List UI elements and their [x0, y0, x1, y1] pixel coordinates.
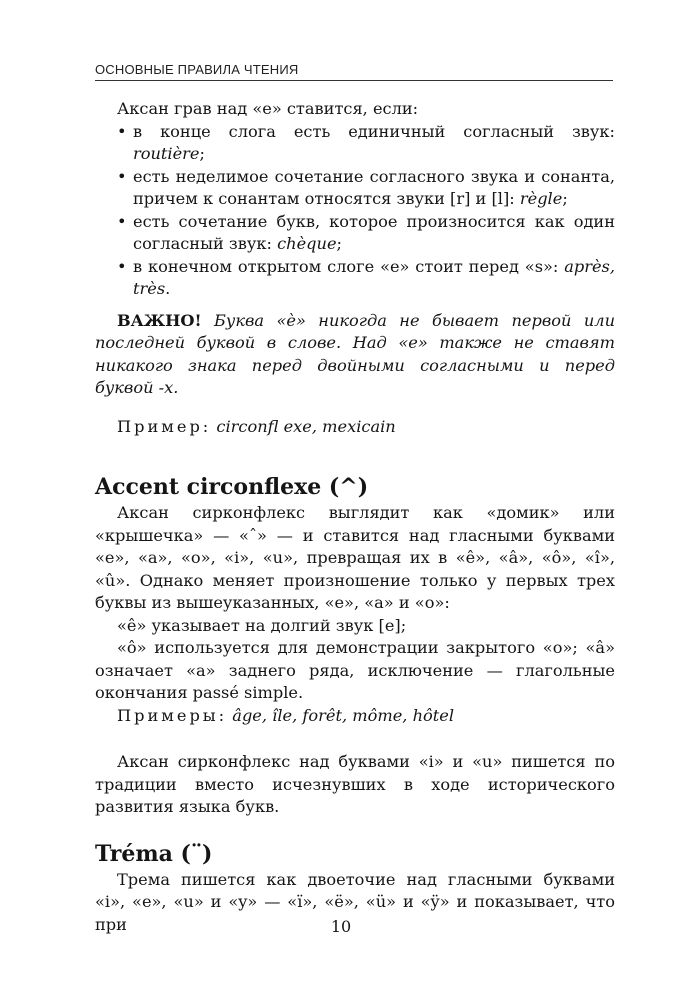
list-item-end: .	[165, 279, 171, 298]
grave-example	[95, 416, 615, 439]
circonflexe-example	[95, 705, 615, 728]
circonflexe-paragraph: «ô» используется для демонстрации закрытого «o»; «â» означает «a» заднего ряда, исключение — глагольные окончания passé simple.	[95, 638, 615, 703]
spacer	[95, 727, 615, 751]
page-body	[95, 98, 615, 936]
important-note	[95, 310, 615, 400]
bullet-icon: •	[117, 166, 127, 186]
running-header: ОСНОВНЫЕ ПРАВИЛА ЧТЕНИЯ	[95, 62, 613, 81]
bullet-icon: •	[117, 256, 127, 276]
list-item-example: chèque	[277, 234, 337, 253]
list-item-example: règle	[519, 189, 563, 208]
bullet-icon: •	[117, 121, 127, 141]
list-item	[95, 121, 615, 166]
grave-intro: Аксан грав над «e» ставится, если:	[117, 99, 419, 118]
list-item-example: après, très	[133, 256, 615, 298]
list-item	[95, 256, 615, 301]
circonflexe-paragraph: «ê» указывает на долгий звук [e];	[117, 615, 407, 635]
section-heading-circonflexe: Accent circonflexe (^)	[95, 474, 369, 501]
list-item-text: есть неделимое сочетание согласного звука и сонанта, причем к сонантам относятся звуки [r] и [l]:	[133, 166, 615, 208]
grave-rules-list	[95, 121, 615, 301]
note-label: ВАЖНО!	[117, 310, 202, 330]
example-words: circonfl exe, mexicain	[216, 416, 396, 436]
page-number: 10	[330, 917, 352, 936]
list-item-text: есть сочетание букв, которое произносится как один согласный звук:	[133, 211, 615, 253]
list-item-text: в конце слога есть единичный согласный звук:	[133, 121, 615, 141]
list-item-end: ;	[562, 189, 568, 208]
list-item-end: ;	[199, 144, 205, 163]
example-label: Пример:	[117, 416, 212, 436]
list-item	[95, 211, 615, 256]
trema-paragraph: Трема пишется как двоеточие над гласными буквами «i», «e», «u» и «y» — «ï», «ë», «ü» и «ÿ» и показывает, что при	[95, 869, 615, 934]
example-label: Примеры:	[117, 705, 228, 725]
note-text: Буква «è» никогда не бывает первой или последней буквой в слове. Над «e» также не ставят никакого знака перед двойными согласными и перед буквой -x.	[95, 310, 615, 397]
bullet-icon: •	[117, 211, 127, 231]
list-item-text: в конечном открытом слоге «e» стоит перед «s»:	[133, 256, 565, 276]
circonflexe-paragraph: Аксан сирконфлекс над буквами «i» и «u» пишется по традиции вместо исчезнувших в ходе исторического развития языка букв.	[95, 752, 615, 817]
example-words: âge, île, forêt, môme, hôtel	[232, 705, 455, 725]
circonflexe-paragraph: Аксан сирконфлекс выглядит как «домик» или «крышечка» — «ˆ» — и ставится над гласными буквами «e», «a», «o», «i», «u», превращая их в «ê», «â», «ô», «î», «û». Однако меняет произношение только у первых трех буквы из вышеуказанных, «e», «a» и «o»:	[95, 503, 615, 613]
section-heading-trema: Tréma (¨)	[95, 840, 213, 867]
list-item	[95, 166, 615, 211]
list-item-example: routière	[133, 144, 200, 163]
list-item-end: ;	[336, 234, 343, 253]
